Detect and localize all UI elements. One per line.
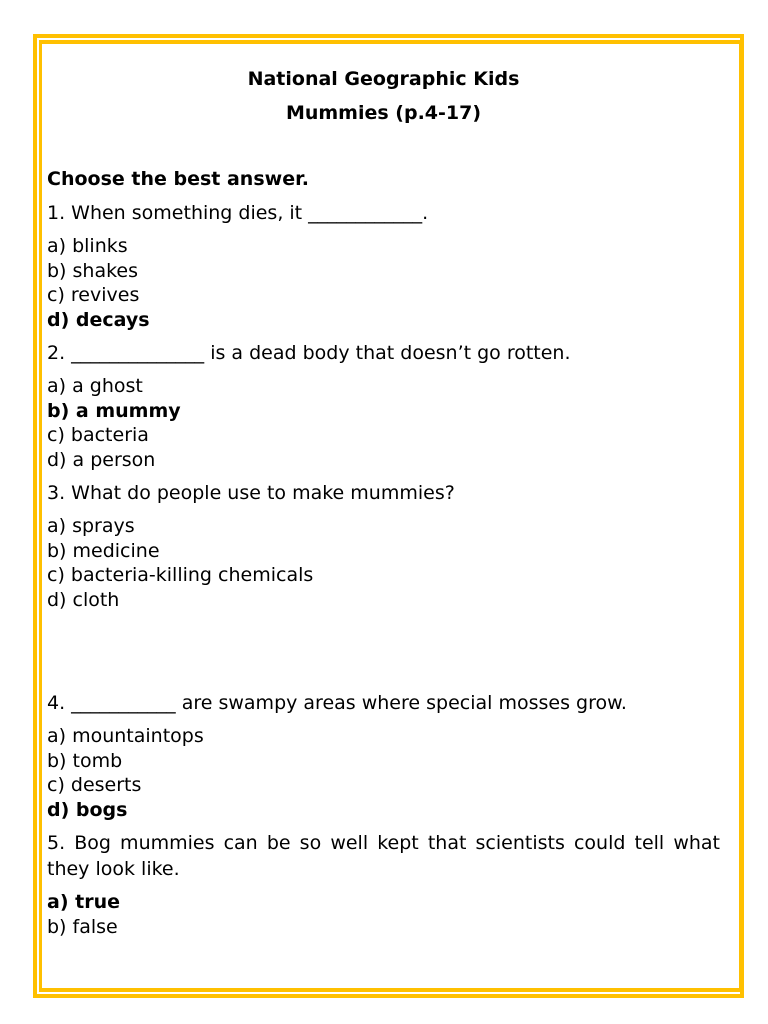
option-list (47, 724, 720, 822)
worksheet-subtitle: Mummies (p.4-17) (285, 102, 482, 124)
worksheet (47, 66, 720, 939)
question-text: 4. ___________ are swampy areas where special mosses grow. (47, 692, 627, 714)
option: c) revives (47, 284, 140, 306)
option: a) blinks (47, 235, 128, 257)
option-list (47, 890, 720, 939)
option: b) tomb (47, 749, 123, 772)
option: d) cloth (47, 588, 120, 611)
instructions: Choose the best answer. (47, 168, 309, 190)
option-correct: d) bogs (47, 798, 128, 821)
question-text: 3. What do people use to make mummies? (47, 482, 455, 504)
option: a) mountaintops (47, 725, 204, 747)
option: c) deserts (47, 774, 142, 796)
question-2 (47, 340, 720, 472)
question-text: 5. Bog mummies can be so well kept that scientists could tell what they look like. (47, 832, 720, 880)
question-4 (47, 690, 720, 822)
option: d) a person (47, 448, 156, 471)
question-1 (47, 200, 720, 332)
question-text: 2. ______________ is a dead body that doesn’t go rotten. (47, 342, 571, 364)
option-correct: b) a mummy (47, 399, 181, 422)
blank-space (47, 612, 720, 682)
option-correct: d) decays (47, 308, 150, 331)
question-text: 1. When something dies, it ____________. (47, 202, 429, 224)
option: c) bacteria (47, 424, 149, 446)
option: b) medicine (47, 539, 160, 562)
option-correct: a) true (47, 891, 120, 913)
option: c) bacteria-killing chemicals (47, 564, 314, 586)
question-5 (47, 830, 720, 939)
option-list (47, 374, 720, 472)
option: a) sprays (47, 515, 135, 537)
option-list (47, 234, 720, 332)
option: b) shakes (47, 259, 139, 282)
option-list (47, 514, 720, 612)
worksheet-title: National Geographic Kids (247, 68, 520, 90)
option: b) false (47, 915, 118, 938)
question-3 (47, 480, 720, 612)
option: a) a ghost (47, 375, 143, 397)
